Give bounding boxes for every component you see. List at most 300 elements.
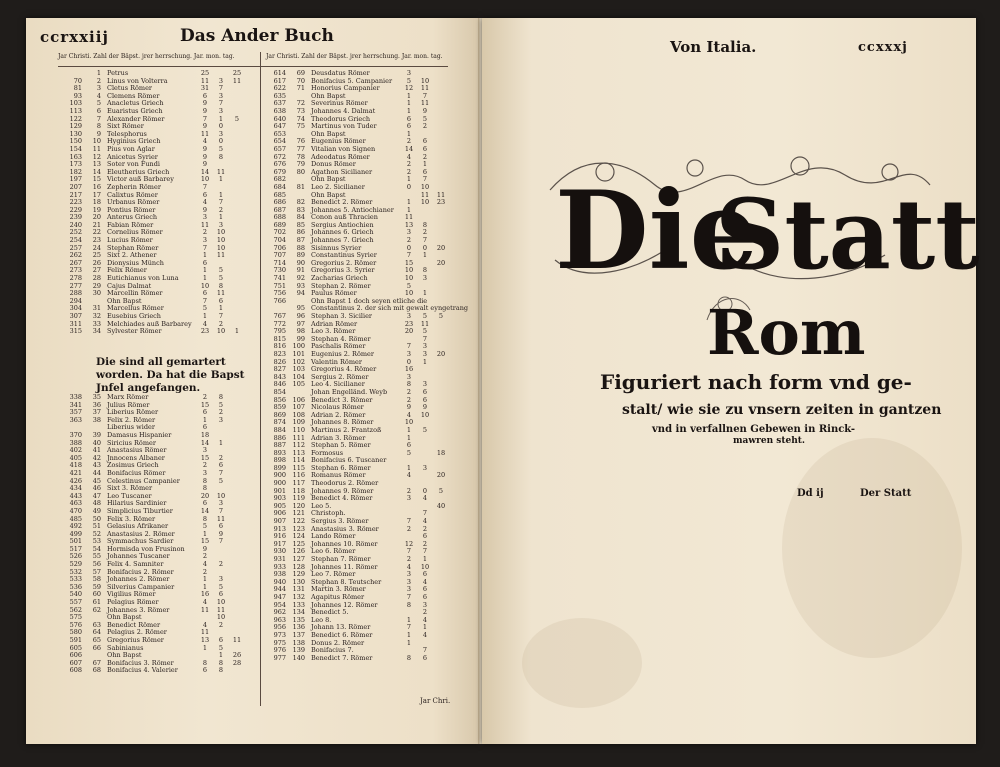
table-row <box>262 495 449 503</box>
table-cell: Sergius 2. Römer <box>311 372 369 381</box>
table-cell: 11 <box>200 605 210 614</box>
table-cell: 499 <box>69 529 82 538</box>
table-cell: 11 <box>420 190 430 199</box>
table-cell <box>229 470 245 478</box>
table-cell: Fabian Römer <box>107 220 154 229</box>
table-cell: 823 <box>273 349 286 358</box>
table-cell: 121 <box>292 509 305 518</box>
table-cell: 7 <box>218 198 224 207</box>
table-cell: 2 <box>96 76 101 85</box>
table-cell: 7 <box>406 623 412 632</box>
table-cell: Anterus Griech <box>107 213 158 222</box>
table-cell: 4 <box>202 319 208 328</box>
table-cell: 182 <box>69 167 82 176</box>
table-cell: 90 <box>296 258 305 267</box>
table-cell <box>433 427 449 435</box>
table-cell <box>433 275 449 283</box>
table-cell: 23 <box>92 236 101 245</box>
table-cell <box>433 146 449 154</box>
table-cell: 63 <box>92 620 101 629</box>
table-row <box>58 116 245 124</box>
table-cell: 60 <box>92 590 101 599</box>
table-cell <box>417 472 433 480</box>
table-cell <box>229 523 245 531</box>
table-cell: 4 <box>422 494 428 503</box>
table-cell: 637 <box>273 99 286 108</box>
table-cell: 93 <box>73 91 82 100</box>
table-cell: 19 <box>92 205 101 214</box>
table-cell: 137 <box>292 630 305 639</box>
table-cell: 4 <box>202 598 208 607</box>
martyr-note: Die sind all gemartert worden. Da hat die Bapst Jnfel angefangen. <box>96 356 245 394</box>
table-cell: 95 <box>296 304 305 313</box>
table-cell <box>229 229 245 237</box>
table-cell: 463 <box>69 499 82 508</box>
table-cell: 61 <box>92 598 101 607</box>
table-cell: 109 <box>292 418 305 427</box>
headline-statt: Statt <box>715 178 980 291</box>
table-cell: 11 <box>420 84 430 93</box>
table-cell: 4 <box>422 630 428 639</box>
table-cell: 8 <box>202 658 208 667</box>
table-cell <box>433 556 449 564</box>
table-cell: 689 <box>273 220 286 229</box>
table-cell: 591 <box>69 636 82 644</box>
table-cell <box>433 571 449 579</box>
table-cell <box>433 100 449 108</box>
table-cell <box>229 100 245 108</box>
headline-die-statt <box>545 150 980 294</box>
table-cell <box>213 424 229 432</box>
table-cell: 129 <box>292 570 305 579</box>
table-cell: 638 <box>273 106 286 115</box>
table-cell <box>229 146 245 154</box>
table-cell: 977 <box>273 653 286 662</box>
table-cell: 938 <box>273 570 286 579</box>
headline-die: Die <box>555 168 759 294</box>
table-cell: 120 <box>292 501 305 510</box>
table-cell: 254 <box>69 236 82 245</box>
table-cell <box>229 531 245 539</box>
table-cell: 6 <box>202 190 208 199</box>
table-cell: 7 <box>218 537 224 546</box>
table-row <box>262 640 449 648</box>
table-cell: 2 <box>218 319 224 328</box>
table-cell: 9 <box>202 144 208 153</box>
table-cell: 536 <box>69 582 82 591</box>
table-cell: 76 <box>296 137 305 146</box>
table-cell: 64 <box>92 628 101 637</box>
table-cell: 976 <box>273 646 286 655</box>
table-cell: 8 <box>406 380 412 389</box>
table-cell: 4 <box>406 152 412 161</box>
table-cell <box>229 546 245 554</box>
table-cell: 4 <box>406 562 412 571</box>
table-cell: Stephan Römer <box>107 243 159 252</box>
table-cell: 6 <box>218 636 224 644</box>
table-cell: 12 <box>404 539 414 548</box>
table-cell <box>433 131 449 139</box>
table-cell: Symmachus Sardier <box>107 537 174 546</box>
table-cell: 2 <box>422 539 428 548</box>
table-cell: 672 <box>273 152 286 161</box>
table-cell <box>433 214 449 222</box>
table-cell: 617 <box>273 76 286 85</box>
table-cell <box>433 283 449 291</box>
table-cell: 684 <box>273 182 286 191</box>
table-cell: 10 <box>404 418 414 427</box>
table-cell: 1 <box>406 198 412 207</box>
table-cell: 3 <box>218 415 224 424</box>
table-cell: 3 <box>218 91 224 100</box>
table-cell: Benedict 6. Römer <box>311 630 373 639</box>
table-cell: 83 <box>296 205 305 214</box>
table-cell: 930 <box>273 547 286 556</box>
table-cell: 1 <box>406 106 412 115</box>
table-cell: 529 <box>69 560 82 569</box>
table-cell: 3 <box>406 372 412 381</box>
column-divider <box>260 52 261 706</box>
table-cell: 10 <box>404 289 414 298</box>
table-cell <box>433 518 449 526</box>
table-cell: 7 <box>202 296 208 305</box>
table-cell <box>433 123 449 131</box>
table-cell: 98 <box>296 327 305 336</box>
table-cell: 4 <box>202 560 208 569</box>
table-cell <box>229 267 245 275</box>
table-cell: 93 <box>296 281 305 290</box>
table-cell: 128 <box>292 562 305 571</box>
table-cell: 9 <box>202 160 208 169</box>
table-cell: Eleutherius Griech <box>107 167 170 176</box>
table-cell: 3 <box>202 468 208 477</box>
table-cell <box>417 435 433 443</box>
table-cell: 5 <box>218 274 224 283</box>
table-cell: Pius von Aglar <box>107 144 155 153</box>
table-cell <box>229 260 245 268</box>
table-cell: 278 <box>69 274 82 283</box>
table-cell: 363 <box>69 415 82 424</box>
table-cell <box>229 283 245 291</box>
table-cell: Martinus 2. Frantzoß <box>311 425 382 434</box>
table-cell: 7 <box>422 646 428 655</box>
table-cell: 45 <box>92 476 101 485</box>
table-cell: 7 <box>422 236 428 245</box>
table-cell: 20 <box>436 243 446 252</box>
table-cell <box>433 267 449 275</box>
table-cell: 40 <box>92 438 101 447</box>
table-cell: 47 <box>92 491 101 500</box>
table-cell: Ohn Bapst <box>107 651 142 660</box>
table-cell: 605 <box>69 643 82 652</box>
table-cell: Ohn Bapst <box>311 175 346 184</box>
table-cell: 113 <box>292 448 305 457</box>
table-cell: Anacletus Griech <box>107 99 164 108</box>
table-cell: 87 <box>296 236 305 245</box>
table-cell: Paulus Römer <box>311 289 357 298</box>
header-rule <box>58 66 448 67</box>
table-cell: 1 <box>218 304 224 313</box>
table-cell: 39 <box>92 430 101 439</box>
table-cell: 898 <box>273 456 286 465</box>
table-cell: 10 <box>92 137 101 146</box>
table-cell: 262 <box>69 251 82 260</box>
table-cell: 9 <box>202 544 208 553</box>
table-cell: 36 <box>92 400 101 409</box>
table-row <box>58 260 245 268</box>
table-cell: 622 <box>273 84 286 93</box>
table-cell: 2 <box>406 524 412 533</box>
table-cell: 125 <box>292 539 305 548</box>
table-cell <box>433 290 449 298</box>
table-cell: 846 <box>273 380 286 389</box>
table-cell: 8 <box>422 220 428 229</box>
table-cell: 115 <box>292 463 305 472</box>
table-cell: 4 <box>202 620 208 629</box>
table-cell: 44 <box>92 468 101 477</box>
table-cell: 4 <box>422 577 428 586</box>
table-cell: 575 <box>69 613 82 622</box>
table-cell: 795 <box>273 327 286 336</box>
table-cell: 685 <box>273 190 286 199</box>
table-cell: 886 <box>273 433 286 442</box>
table-cell: 104 <box>292 372 305 381</box>
table-cell: 402 <box>69 446 82 455</box>
table-cell: 679 <box>273 167 286 176</box>
table-cell: 1 <box>406 91 412 100</box>
table-cell: 6 <box>422 592 428 601</box>
table-cell: 2 <box>218 408 224 417</box>
table-cell: 917 <box>273 539 286 548</box>
table-row <box>262 655 449 663</box>
table-cell: 7 <box>422 334 428 343</box>
table-cell: Zosimus Griech <box>107 461 159 470</box>
table-cell: Leo 5. <box>311 501 332 510</box>
table-cell: 973 <box>273 630 286 639</box>
table-cell: Agapitus Römer <box>311 592 365 601</box>
column-header-2: Jar Christi. Zahl der Bäpst. jrer herrschung. Jar. mon. tag. <box>266 53 443 60</box>
table-cell: 614 <box>273 69 286 77</box>
table-cell: Johannes 5. Antiochianer <box>311 205 394 214</box>
table-cell: 6 <box>422 585 428 594</box>
table-cell: 10 <box>404 266 414 275</box>
table-cell: Sixt Römer <box>107 122 144 131</box>
table-cell: Agathon Sicilianer <box>311 167 373 176</box>
table-cell: Telesphorus <box>107 129 147 138</box>
table-cell: Lucius Römer <box>107 236 153 245</box>
table-cell: 34 <box>92 327 101 336</box>
table-cell: 7 <box>406 517 412 526</box>
table-cell <box>229 290 245 298</box>
table-cell: Felix 2. Römer <box>107 415 156 424</box>
table-cell: 11 <box>232 76 242 85</box>
table-cell: 50 <box>92 514 101 523</box>
headline-rom-text: Rom <box>707 296 866 369</box>
table-cell: 14 <box>200 167 210 176</box>
table-cell: Vitalian von Signen <box>311 144 376 153</box>
table-cell: 13 <box>404 220 414 229</box>
table-cell <box>213 546 229 554</box>
table-cell: 43 <box>92 461 101 470</box>
table-cell: Stephan 6. Römer <box>311 463 371 472</box>
table-cell: 6 <box>202 499 208 508</box>
table-cell: 843 <box>273 372 286 381</box>
table-cell: 7 <box>202 243 208 252</box>
table-cell: 18 <box>200 430 210 439</box>
table-cell: 8 <box>218 393 224 401</box>
table-cell: 562 <box>69 605 82 614</box>
table-row <box>262 85 449 93</box>
table-cell: 557 <box>69 598 82 607</box>
table-row <box>58 645 245 653</box>
table-cell: 26 <box>92 258 101 267</box>
table-cell: 82 <box>296 198 305 207</box>
table-cell: Eutichianus von Luna <box>107 274 179 283</box>
table-cell: 6 <box>422 570 428 579</box>
table-cell: 856 <box>273 395 286 404</box>
table-cell: 916 <box>273 532 286 541</box>
table-cell: 9 <box>202 99 208 108</box>
table-cell: 517 <box>69 544 82 553</box>
table-cell: Bonifacius 3. Römer <box>107 658 174 667</box>
table-cell: 869 <box>273 410 286 419</box>
table-cell: 25 <box>200 69 210 77</box>
table-cell: 4 <box>422 517 428 526</box>
table-row <box>58 275 245 283</box>
table-cell: 1 <box>422 160 428 169</box>
table-cell: 772 <box>273 319 286 328</box>
table-cell: 16 <box>404 365 414 374</box>
table-cell: 57 <box>92 567 101 576</box>
table-cell: 2 <box>422 608 428 617</box>
table-cell: 341 <box>69 400 82 409</box>
table-row <box>262 123 449 131</box>
table-cell <box>229 245 245 253</box>
table-cell: Deusdatus Römer <box>311 69 370 77</box>
table-cell: 6 <box>422 167 428 176</box>
table-cell: 77 <box>296 144 305 153</box>
table-cell: Eugenius 2. Römer <box>311 349 374 358</box>
table-cell: 3 <box>202 446 208 455</box>
table-cell: Gregorius Römer <box>107 636 164 644</box>
table-cell: Johannes 3. Römer <box>107 605 170 614</box>
table-cell: 5 <box>202 522 208 531</box>
table-cell <box>229 493 245 501</box>
table-cell: Stephan 7. Römer <box>311 555 371 563</box>
table-cell: Vigilius Römer <box>107 590 156 599</box>
table-cell: 32 <box>92 312 101 320</box>
table-cell: 3 <box>422 600 428 609</box>
table-cell: 1 <box>406 175 412 184</box>
table-cell: 7 <box>218 468 224 477</box>
table-cell: 7 <box>422 509 428 518</box>
table-cell: 2 <box>406 486 412 495</box>
table-cell: 84 <box>296 213 305 222</box>
table-cell: 105 <box>292 380 305 389</box>
table-cell: 51 <box>92 522 101 531</box>
table-cell <box>229 237 245 245</box>
table-cell: Alexander Römer <box>107 114 165 123</box>
table-cell: 0 <box>218 137 224 146</box>
table-cell: 131 <box>292 585 305 594</box>
table-cell <box>433 586 449 594</box>
table-cell: 7 <box>96 114 101 123</box>
table-cell: 470 <box>69 506 82 515</box>
table-cell <box>433 640 449 648</box>
table-cell: 3 <box>422 463 428 472</box>
table-cell: 1 <box>406 129 412 138</box>
table-cell: 3 <box>422 349 428 358</box>
table-cell: 69 <box>296 69 305 77</box>
table-cell <box>229 478 245 486</box>
table-cell: 2 <box>422 152 428 161</box>
table-cell: 10 <box>216 236 226 245</box>
table-cell: Adrian 3. Römer <box>311 433 366 442</box>
table-cell: 113 <box>69 106 82 115</box>
table-cell <box>229 199 245 207</box>
table-cell: Zacharias Griech <box>311 274 368 283</box>
table-cell: 6 <box>202 258 208 267</box>
table-cell: Clemens Römer <box>107 91 160 100</box>
table-cell: 686 <box>273 198 286 207</box>
table-cell: 14 <box>200 506 210 515</box>
table-cell: Ohn Bapst 1 doch seyen etliche die <box>311 296 428 305</box>
table-cell: Celestinus Campanier <box>107 476 180 485</box>
table-cell: 11 <box>92 144 101 153</box>
table-cell <box>229 305 245 313</box>
table-cell <box>229 131 245 139</box>
table-cell <box>433 336 449 344</box>
table-cell: 6 <box>218 590 224 599</box>
table-cell: 11 <box>200 628 210 637</box>
table-cell: Johannes Tuscaner <box>107 552 170 561</box>
table-cell <box>433 359 449 367</box>
table-cell: 5 <box>438 312 444 320</box>
table-cell: 1 <box>202 582 208 591</box>
table-cell <box>229 169 245 177</box>
table-cell: 3 <box>422 274 428 283</box>
table-cell: 8 <box>218 281 224 290</box>
table-cell: 72 <box>296 99 305 108</box>
table-cell: 96 <box>296 312 305 320</box>
table-cell: Gregorius 2. Römer <box>311 258 377 267</box>
table-cell: 11 <box>200 76 210 85</box>
table-cell <box>229 424 245 432</box>
table-cell: Sergius Antiochien <box>311 220 374 229</box>
table-cell: 7 <box>218 506 224 515</box>
table-cell <box>229 576 245 584</box>
table-cell: 28 <box>92 274 101 283</box>
table-cell: 31 <box>92 304 101 313</box>
table-cell: 75 <box>296 122 305 131</box>
table-cell: 6 <box>406 122 412 131</box>
table-cell: 20 <box>200 491 210 500</box>
table-cell: 20 <box>92 213 101 222</box>
table-cell: 826 <box>273 357 286 366</box>
table-cell: 2 <box>406 387 412 396</box>
table-cell: 647 <box>273 122 286 131</box>
table-cell: 1 <box>202 251 208 260</box>
table-cell <box>229 222 245 230</box>
table-cell: 21 <box>92 220 101 229</box>
table-cell: 434 <box>69 484 82 493</box>
table-cell: 6 <box>202 408 208 417</box>
table-cell: 240 <box>69 220 82 229</box>
table-cell: Leo 8. <box>311 615 332 624</box>
table-cell: 756 <box>273 289 286 298</box>
table-row <box>58 667 245 675</box>
table-cell: Theodorus 2. Römer <box>311 479 379 488</box>
